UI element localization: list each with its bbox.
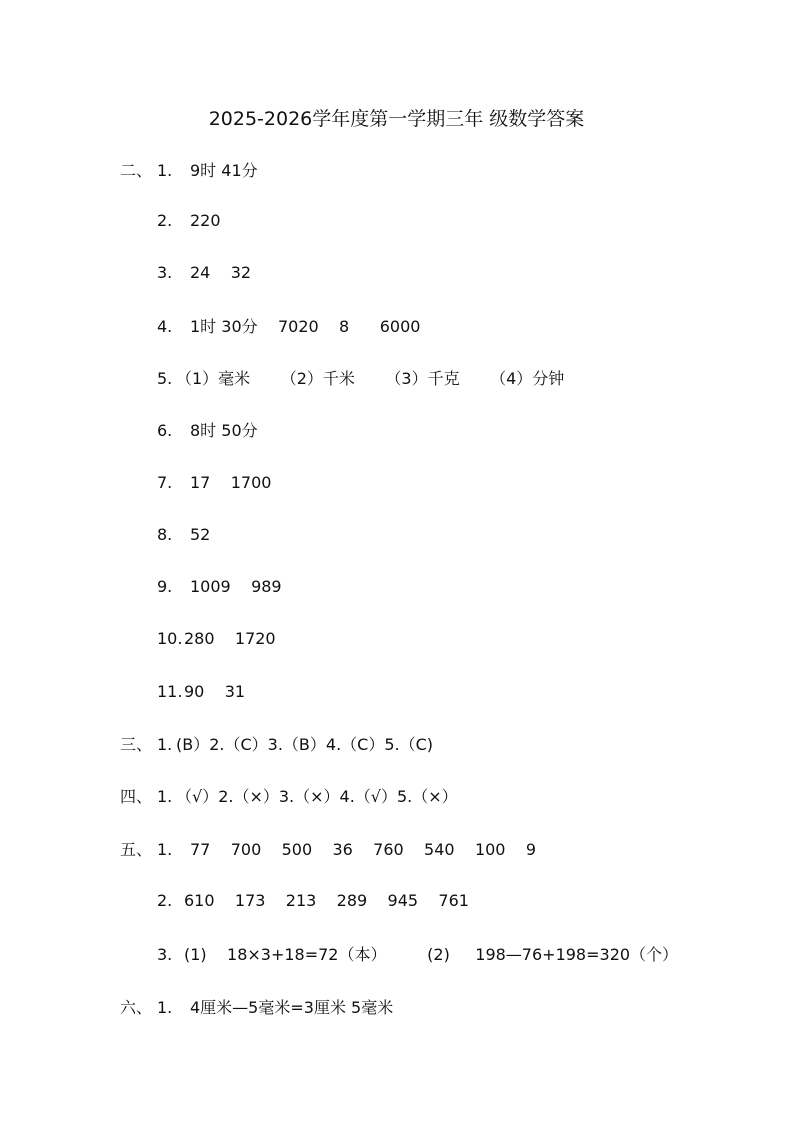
section-label: 五、 — [120, 840, 153, 859]
answer-text: 17 1700 — [190, 473, 272, 492]
answer-line — [0, 470, 793, 496]
answer-line — [0, 837, 793, 863]
question-number: 3. — [157, 945, 173, 964]
answer-line — [0, 260, 793, 286]
answer-text: （1）毫米 （2）千米 （3）千克 （4）分钟 — [176, 369, 565, 388]
answer-text: 220 — [190, 211, 221, 230]
question-number: 7. — [157, 473, 173, 492]
section-label: 二、 — [120, 161, 153, 180]
answer-line — [0, 679, 793, 705]
page-title: 2025-2026学年度第一学期三年 级数学答案 — [208, 108, 585, 130]
answer-line — [0, 418, 793, 444]
answer-line — [0, 366, 793, 392]
answer-line — [0, 158, 793, 184]
question-number: 2. — [157, 211, 173, 230]
question-number: 5. — [157, 369, 173, 388]
answer-line — [0, 942, 793, 968]
question-number: 1. — [157, 735, 173, 754]
answer-line — [0, 732, 793, 758]
question-number: 9. — [157, 577, 173, 596]
section-label: 六、 — [120, 998, 153, 1017]
question-number: 1. — [157, 161, 173, 180]
answer-line — [0, 314, 793, 340]
question-number: 2. — [157, 891, 173, 910]
answer-text: 24 32 — [190, 263, 252, 282]
answer-text: 1时 30分 7020 8 6000 — [190, 317, 421, 336]
question-number: 4. — [157, 317, 173, 336]
question-number: 6. — [157, 421, 173, 440]
answer-text: 9时 41分 — [190, 161, 258, 180]
question-number: 1. — [157, 840, 173, 859]
section-label: 四、 — [120, 787, 153, 806]
answer-text: 8时 50分 — [190, 421, 258, 440]
answer-line — [0, 784, 793, 810]
answer-line — [0, 208, 793, 234]
answer-text: 90 31 — [184, 682, 246, 701]
answer-line — [0, 522, 793, 548]
answer-text: (1) 18×3+18=72（本） (2) 198—76+198=320（个） — [184, 945, 679, 964]
question-number: 10. — [157, 629, 183, 648]
question-number: 1. — [157, 787, 173, 806]
answer-text: 4厘米—5毫米=3厘米 5毫米 — [190, 998, 394, 1017]
answer-text: 52 — [190, 525, 211, 544]
question-number: 8. — [157, 525, 173, 544]
answer-text: (B）2.（C）3.（B）4.（C）5.（C) — [176, 735, 434, 754]
answer-text: 610 173 213 289 945 761 — [184, 891, 469, 910]
section-label: 三、 — [120, 735, 153, 754]
answer-text: （√）2.（×）3.（×）4.（√）5.（×） — [176, 787, 458, 806]
question-number: 1. — [157, 998, 173, 1017]
answer-text: 1009 989 — [190, 577, 282, 596]
answer-line — [0, 888, 793, 914]
answer-line — [0, 574, 793, 600]
question-number: 3. — [157, 263, 173, 282]
question-number: 11. — [157, 682, 183, 701]
answer-line — [0, 626, 793, 652]
answer-text: 280 1720 — [184, 629, 276, 648]
answer-line — [0, 995, 793, 1021]
answer-text: 77 700 500 36 760 540 100 9 — [190, 840, 536, 859]
